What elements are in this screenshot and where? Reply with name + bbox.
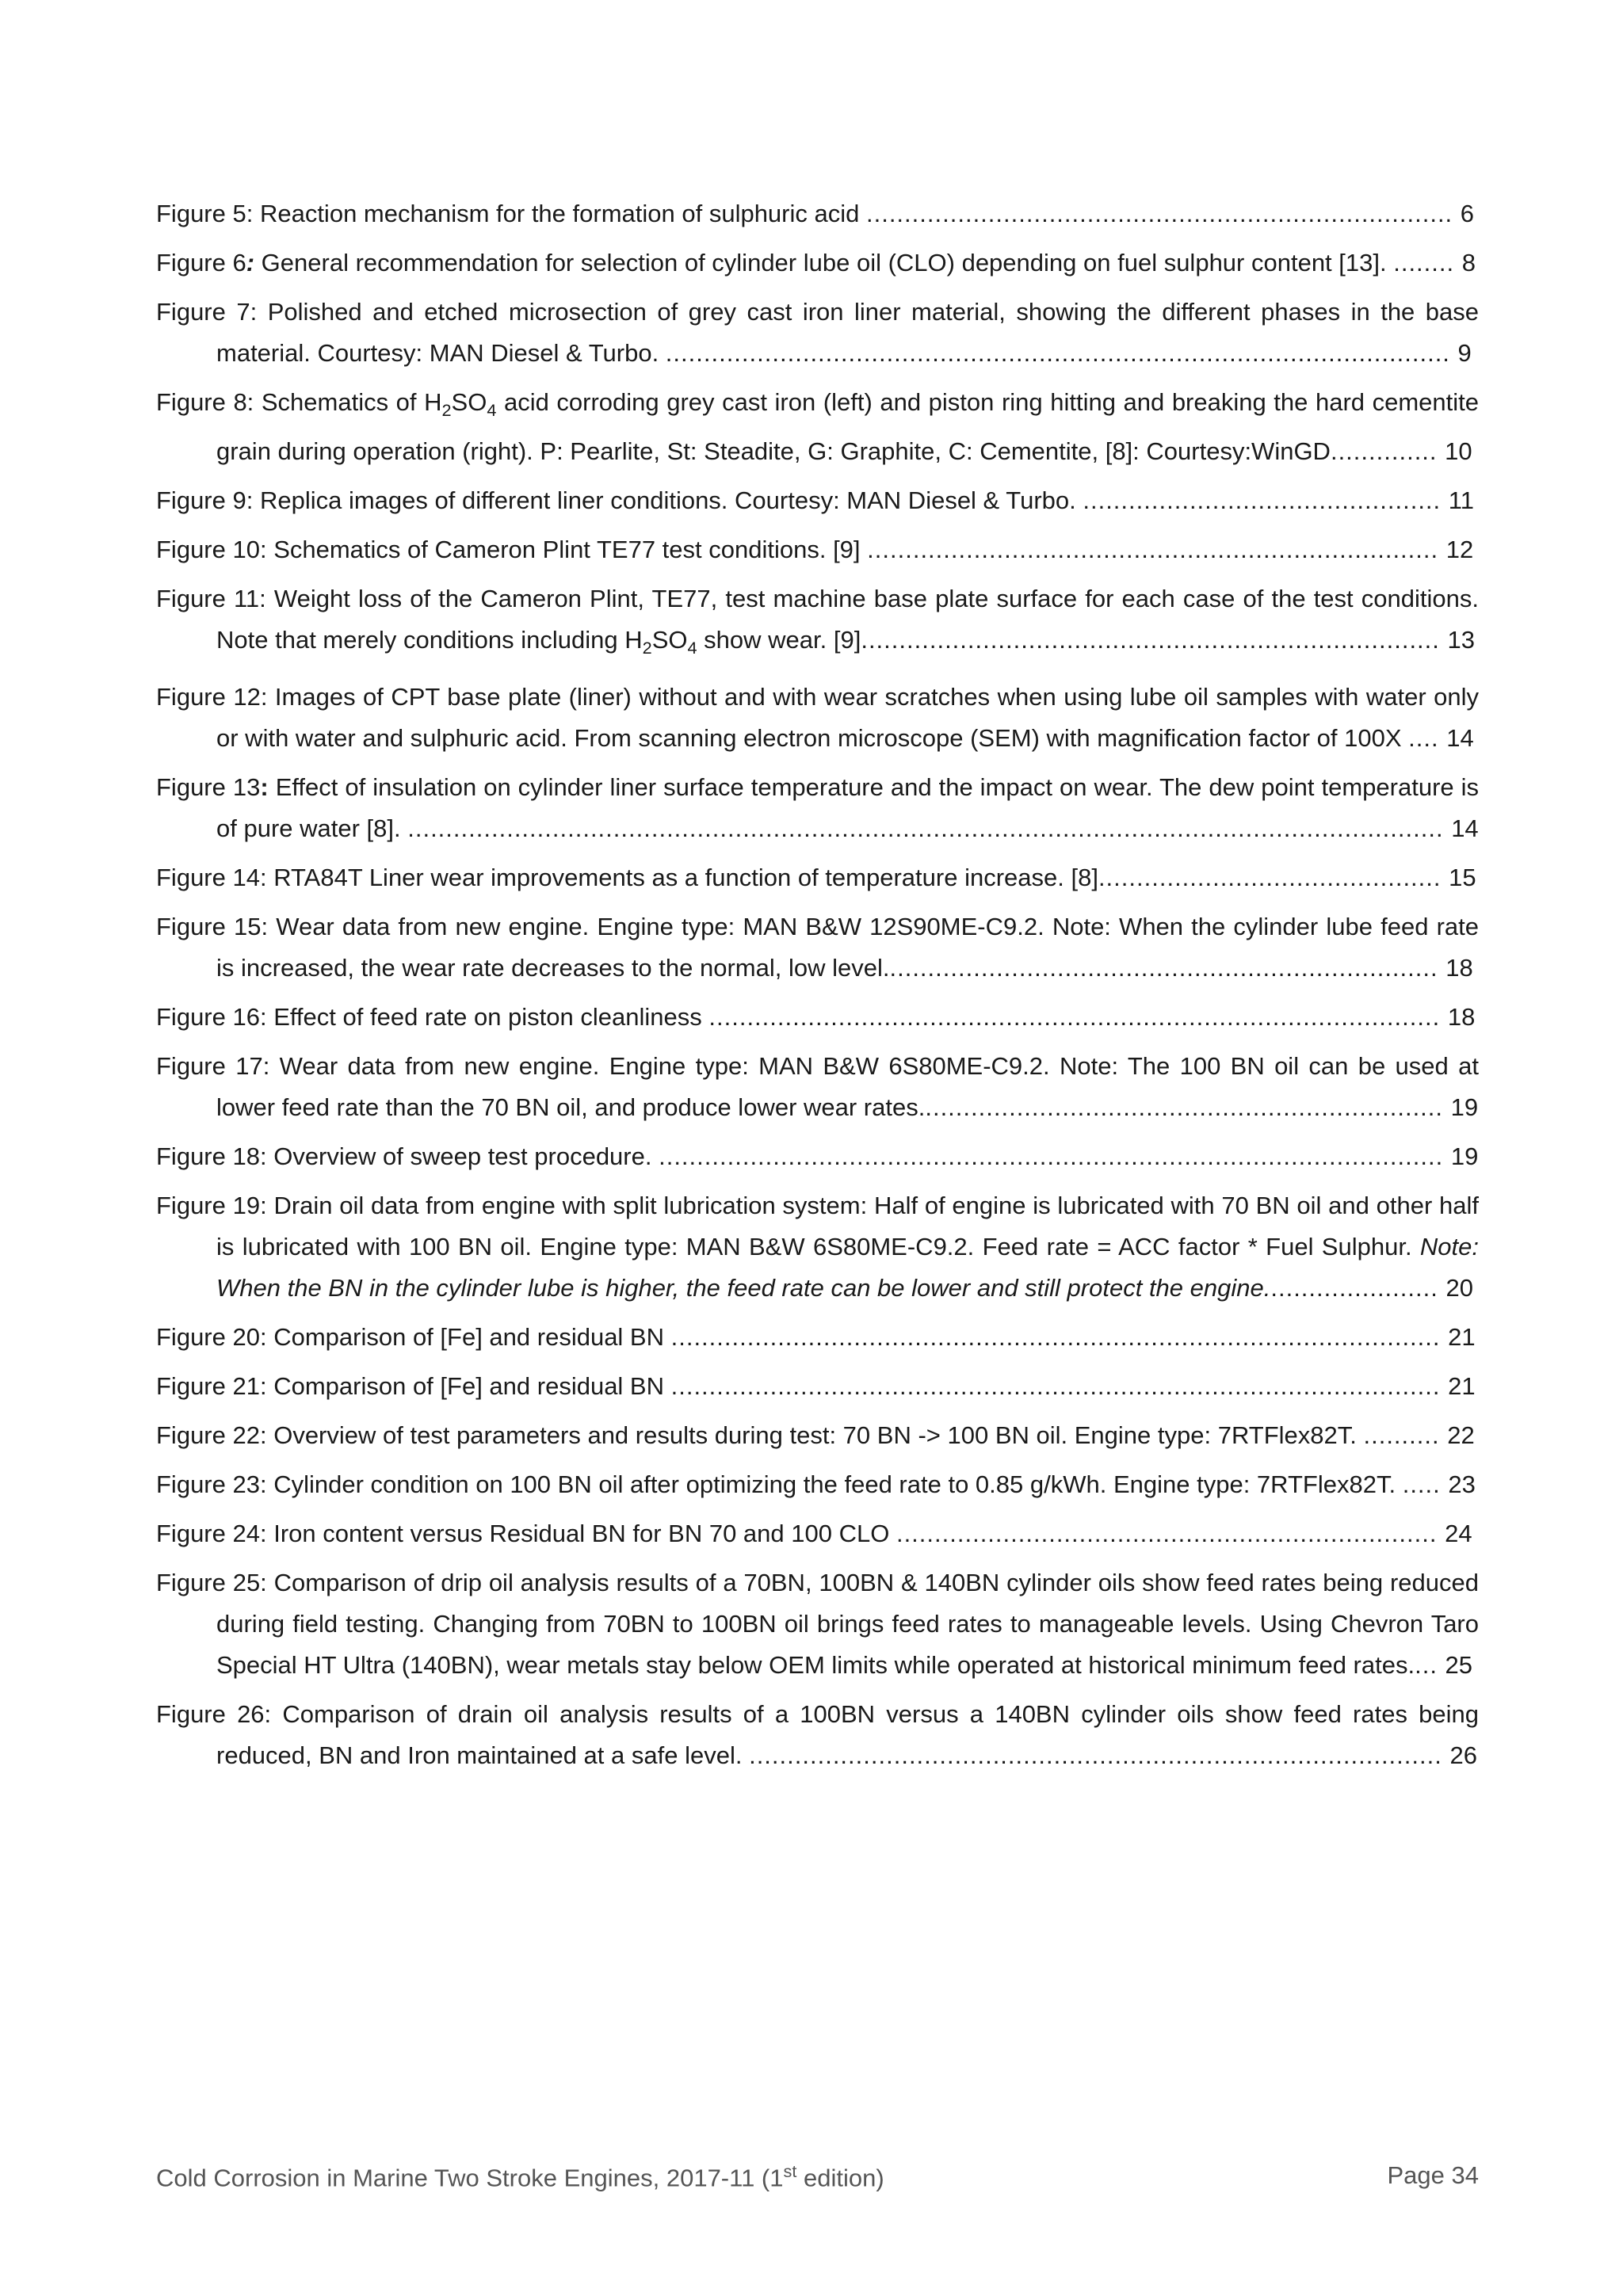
toc-entry-leader: ....................................................................................................... — [665, 339, 1458, 367]
toc-entry-text: Effect of feed rate on piston cleanliness — [273, 1003, 709, 1032]
toc-entry[interactable] — [156, 1415, 1479, 1456]
toc-entry-page-number: 25 — [1445, 1651, 1473, 1680]
toc-entry-text: Wear data from new engine. Engine type: MAN B&W 6S80ME-C9.2. Note: The 100 BN oil can be used at lower feed rate than the 70 BN oil, and produce lower wear rates. — [216, 1052, 1479, 1122]
toc-entry-page-number: 8 — [1461, 249, 1476, 277]
toc-entry-label: Figure 9: — [156, 486, 260, 515]
toc-entry-label: Figure 21: — [156, 1372, 274, 1401]
toc-entry-page-number: 24 — [1445, 1520, 1472, 1548]
toc-entry-text: Overview of sweep test procedure. — [273, 1142, 659, 1171]
toc-entry-text: Overview of test parameters and results during test: 70 BN -> 100 BN oil. Engine type: 7RTFlex82T. — [273, 1421, 1364, 1450]
toc-entry-leader: .......... — [1363, 1421, 1448, 1450]
toc-entry-text: SO — [451, 388, 487, 416]
toc-entry-leader: ..................................................................................................... — [670, 1372, 1449, 1401]
toc-entry[interactable] — [156, 1185, 1479, 1309]
toc-entry-leader: ............................................................................. — [865, 200, 1461, 227]
toc-entry-leader: ........ — [1393, 249, 1462, 277]
toc-entry-label: Figure 22: — [156, 1421, 274, 1450]
toc-entry-text: : — [260, 773, 276, 802]
toc-entry-text: Note: When the BN in the cylinder lube is higher, the feed rate can be lower and still protect the engine. — [216, 1233, 1479, 1302]
toc-entry-label: Figure 15: — [156, 913, 277, 941]
toc-entry-leader: ............................................................................ — [861, 626, 1448, 654]
toc-entry[interactable] — [156, 997, 1479, 1038]
toc-entry-label: Figure 12: — [156, 683, 275, 711]
toc-entry-text: Replica images of different liner conditions. Courtesy: MAN Diesel & Turbo. — [259, 486, 1083, 515]
toc-entry-page-number: 9 — [1457, 339, 1472, 367]
toc-entry-page-number: 19 — [1450, 1142, 1479, 1171]
toc-entry[interactable] — [156, 193, 1479, 235]
toc-entry-page-number: 18 — [1447, 1003, 1476, 1032]
toc-entry-leader: ........................................................................ — [889, 954, 1446, 982]
toc-entry-text: Reaction mechanism for the formation of sulphuric acid — [259, 200, 866, 227]
toc-entry-text: Comparison of drip oil analysis results of a 70BN, 100BN & 140BN cylinder oils show feed rates being reduced during field testing. Changing from 70BN to 100BN oil brings feed rates to manageable levels. Using Chevron Taro Special HT Ultra (140BN), wear metals stay below OEM limits while operated at historical minimum feed rates. — [216, 1569, 1479, 1680]
toc-entry-text: acid corroding grey cast iron (left) and piston ring hitting and breaking the hard cementite grain during operation (right). P: Pearlite, St: Steadite, G: Graphite, C: Cementite, [8]: Courtesy:WinGD — [216, 388, 1479, 466]
toc-entry-page-number: 22 — [1447, 1421, 1475, 1450]
toc-entry-page-number: 12 — [1445, 536, 1474, 564]
toc-entry-text: Schematics of Cameron Plint TE77 test conditions. [9] — [273, 536, 868, 564]
toc-entry-label: Figure 11: — [156, 585, 274, 613]
toc-entry-text: General recommendation for selection of cylinder lube oil (CLO) depending on fuel sulphur content [13]. — [261, 249, 1394, 277]
toc-entry-label: Figure 6 — [156, 249, 246, 277]
toc-entry-page-number: 20 — [1445, 1274, 1473, 1302]
toc-entry-page-number: 21 — [1448, 1372, 1476, 1401]
toc-entry[interactable] — [156, 292, 1479, 374]
toc-entry-leader: ... — [1415, 1651, 1445, 1680]
toc-entry-label: Figure 19: — [156, 1192, 274, 1220]
toc-entry[interactable] — [156, 906, 1479, 989]
toc-entry-text: show wear. [9] — [697, 626, 861, 654]
list-of-figures — [156, 193, 1479, 1784]
toc-entry[interactable] — [156, 480, 1479, 521]
toc-entry[interactable] — [156, 382, 1479, 472]
toc-entry[interactable] — [156, 1317, 1479, 1358]
toc-entry-page-number: 19 — [1450, 1093, 1479, 1122]
toc-entry[interactable] — [156, 767, 1479, 849]
toc-entry-leader: ............................................. — [1098, 864, 1449, 892]
toc-entry[interactable] — [156, 1136, 1479, 1177]
toc-entry-page-number: 6 — [1460, 200, 1475, 227]
toc-entry-label: Figure 8: — [156, 388, 262, 416]
toc-entry-text: Cylinder condition on 100 BN oil after optimizing the feed rate to 0.85 g/kWh. Engine type: 7RTFlex82T. — [273, 1470, 1403, 1499]
toc-entry-page-number: 13 — [1447, 626, 1475, 654]
toc-entry-text: Effect of insulation on cylinder liner surface temperature and the impact on wear. The dew point temperature is of pure water [8]. — [216, 773, 1480, 843]
toc-entry-text: 4 — [487, 400, 497, 421]
footer-document-title: Cold Corrosion in Marine Two Stroke Engines, 2017-11 (1st edition) — [156, 2161, 884, 2192]
toc-entry-text: 4 — [687, 638, 697, 658]
toc-entry-page-number: 23 — [1448, 1470, 1476, 1499]
toc-entry-text: 2 — [441, 400, 452, 421]
toc-entry-text: Wear data from new engine. Engine type: MAN B&W 12S90ME-C9.2. Note: When the cylinder lube feed rate is increased, the wear rate decreases to the normal, low level. — [216, 913, 1479, 982]
toc-entry-label: Figure 16: — [156, 1003, 274, 1032]
toc-entry[interactable] — [156, 1513, 1479, 1554]
toc-entry-text: Iron content versus Residual BN for BN 70 and 100 CLO — [273, 1520, 896, 1548]
toc-entry-label: Figure 7: — [156, 298, 268, 326]
toc-entry-label: Figure 25: — [156, 1569, 274, 1597]
toc-entry-label: Figure 13 — [156, 773, 261, 802]
toc-entry-text: Comparison of [Fe] and residual BN — [273, 1323, 671, 1352]
toc-entry-leader: ...................... — [1270, 1274, 1446, 1302]
toc-entry-text: Weight loss of the Cameron Plint, TE77, test machine base plate surface for each case of the test conditions. Note that merely conditions including H — [216, 585, 1479, 654]
toc-entry-page-number: 15 — [1449, 864, 1476, 892]
toc-entry-text: 2 — [642, 638, 652, 658]
toc-entry-text: Comparison of [Fe] and residual BN — [273, 1372, 671, 1401]
toc-entry-text: Schematics of H — [261, 388, 442, 416]
toc-entry-leader: ........................................................................................... — [749, 1741, 1450, 1770]
toc-entry-leader: ................................................................................................ — [708, 1003, 1448, 1032]
toc-entry-page-number: 21 — [1448, 1323, 1476, 1352]
toc-entry[interactable] — [156, 1562, 1479, 1686]
toc-entry-label: Figure 5: — [156, 200, 260, 227]
toc-entry[interactable] — [156, 677, 1479, 759]
toc-entry-text: RTA84T Liner wear improvements as a function of temperature increase. [8] — [273, 864, 1098, 892]
toc-entry-text: Images of CPT base plate (liner) without and with wear scratches when using lube oil samples with water only or with water and sulphuric acid. From scanning electron microscope (SEM) with magnification factor of 100X — [216, 683, 1479, 753]
toc-entry-leader: ..... — [1402, 1470, 1449, 1499]
toc-entry-label: Figure 17: — [156, 1052, 280, 1081]
toc-entry[interactable] — [156, 1464, 1479, 1505]
toc-entry-leader: ....................................................................... — [896, 1520, 1445, 1548]
toc-entry[interactable] — [156, 242, 1479, 284]
toc-entry-leader: .............. — [1330, 437, 1445, 466]
toc-entry-leader: ........................................................................................................................................ — [407, 814, 1452, 843]
toc-entry[interactable] — [156, 1366, 1479, 1407]
toc-entry-label: Figure 18: — [156, 1142, 274, 1171]
toc-entry-label: Figure 26: — [156, 1700, 283, 1729]
toc-entry-label: Figure 23: — [156, 1470, 274, 1499]
toc-entry[interactable] — [156, 578, 1479, 669]
toc-entry[interactable] — [156, 1694, 1479, 1776]
toc-entry-text: Drain oil data from engine with split lubrication system: Half of engine is lubricated with 70 BN oil and other half is lubricated with 100 BN oil. Engine type: MAN B&W 6S80ME-C9.2. Feed rate = ACC factor * Fuel Sulphur. — [216, 1192, 1479, 1261]
toc-entry-text: Comparison of drain oil analysis results of a 100BN versus a 140BN cylinder oils show feed rates being reduced, BN and Iron maintained at a safe level. — [216, 1700, 1479, 1770]
toc-entry-leader: .................................................................... — [925, 1093, 1451, 1122]
toc-entry-text: : — [246, 249, 262, 277]
toc-entry-label: Figure 10: — [156, 536, 274, 564]
toc-entry-leader: ........................................................................... — [867, 536, 1446, 564]
toc-entry-label: Figure 14: — [156, 864, 274, 892]
toc-entry-leader: ..................................................................................................... — [670, 1323, 1449, 1352]
toc-entry-page-number: 14 — [1446, 724, 1474, 753]
footer-page-number: Page 34 — [1387, 2161, 1479, 2189]
toc-entry-page-number: 11 — [1448, 486, 1474, 515]
toc-entry-page-number: 26 — [1449, 1741, 1477, 1770]
toc-entry-page-number: 10 — [1445, 437, 1472, 466]
toc-entry-text: SO — [651, 626, 688, 654]
toc-entry-text: Polished and etched microsection of grey cast iron liner material, showing the different phases in the base material. Courtesy: MAN Diesel & Turbo. — [216, 298, 1480, 367]
toc-entry-leader: .... — [1408, 724, 1447, 753]
toc-entry-label: Figure 20: — [156, 1323, 274, 1352]
toc-entry-page-number: 14 — [1451, 814, 1479, 843]
toc-entry-leader: ....................................................................................................... — [659, 1142, 1451, 1171]
toc-entry[interactable] — [156, 1046, 1479, 1128]
toc-entry[interactable] — [156, 857, 1479, 898]
toc-entry[interactable] — [156, 529, 1479, 570]
toc-entry-leader: ............................................... — [1083, 486, 1449, 515]
toc-entry-label: Figure 24: — [156, 1520, 274, 1548]
toc-entry-page-number: 18 — [1445, 954, 1473, 982]
